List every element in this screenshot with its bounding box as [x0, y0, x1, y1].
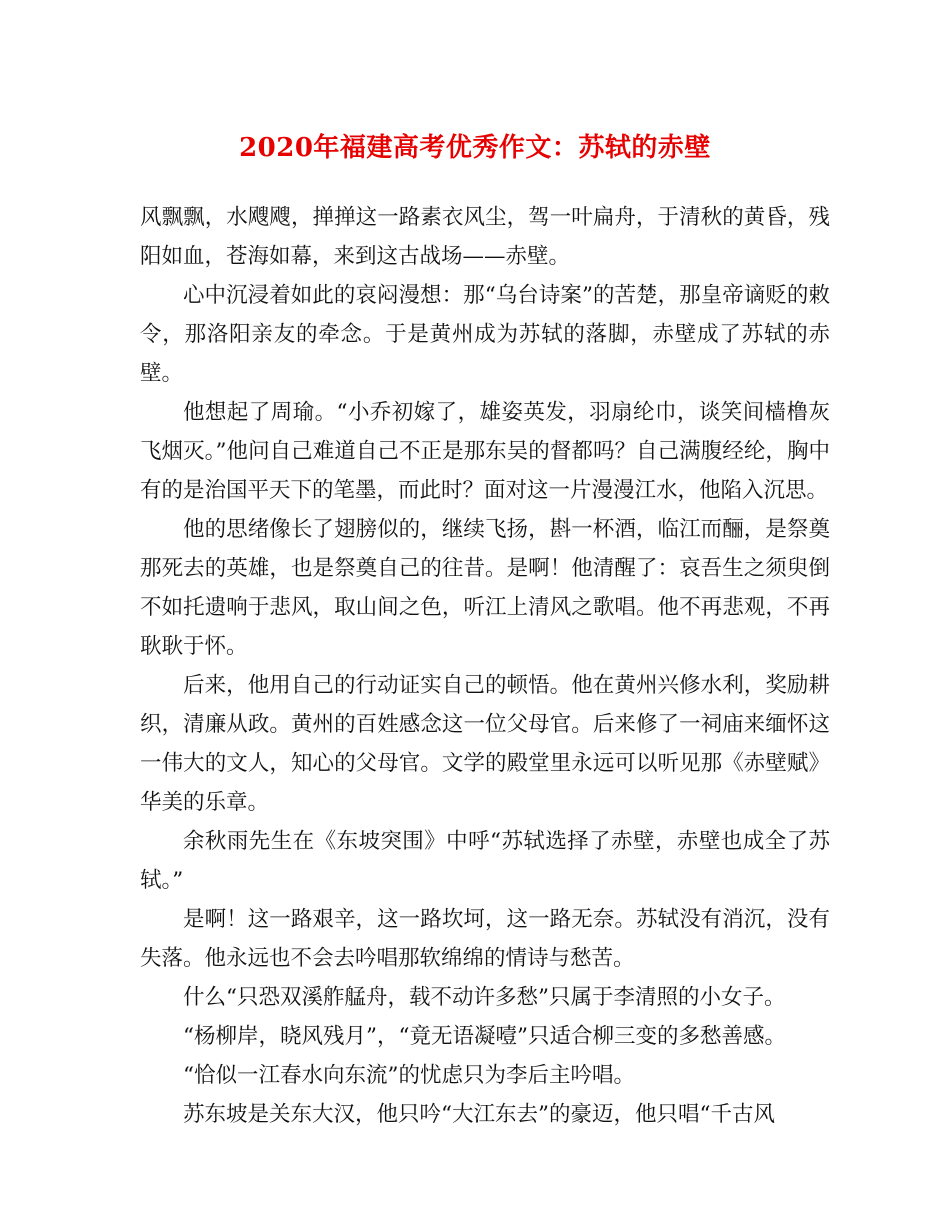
document-title: 2020年福建高考优秀作文：苏轼的赤壁 [239, 133, 711, 163]
paragraph-10: “恰似一江春水向东流”的忧虑只为李后主吟唱。 [183, 1063, 635, 1088]
paragraph-6: 余秋雨先生在《东坡突围》中呼“苏轼选择了赤壁，赤壁也成全了苏轼。” [140, 829, 830, 893]
paragraph-5: 后来，他用自己的行动证实自己的顿悟。他在黄州兴修水利，奖励耕织，清廉从政。黄州的百姓感念这一位父母官。后来修了一祠庙来缅怀这一伟大的文人，知心的父母官。文学的殿堂里永远可以听见那《赤壁赋》华美的乐章。 [140, 673, 830, 815]
paragraph-2: 心中沉浸着如此的哀闷漫想：那“乌台诗案”的苦楚，那皇帝谪贬的敕令，那洛阳亲友的牵念。于是黄州成为苏轼的落脚，赤壁成了苏轼的赤壁。 [140, 283, 830, 386]
paragraph-1: 风飘飘，水飕飕，掸掸这一路素衣风尘，驾一叶扁舟，于清秋的黄昏，残阳如血，苍海如幕，来到这古战场——赤壁。 [140, 205, 830, 269]
paragraph-9: “杨柳岸，晓风残月”，“竟无语凝噎”只适合柳三变的多愁善感。 [183, 1024, 786, 1049]
paragraph-3: 他想起了周瑜。“小乔初嫁了，雄姿英发，羽扇纶巾，谈笑间樯橹灰飞烟灭。”他问自己难道自己不正是那东吴的督都吗？自己满腹经纶，胸中有的是治国平天下的笔墨，而此时？面对这一片漫漫江水，他陷入沉思。 [140, 400, 830, 503]
paragraph-11: 苏东坡是关东大汉，他只吟“大江东去”的豪迈，他只唱“千古风 [183, 1102, 775, 1127]
paragraph-8: 什么“只恐双溪舴艋舟，载不动许多愁”只属于李清照的小女子。 [183, 985, 786, 1010]
paragraph-7: 是啊！这一路艰辛，这一路坎坷，这一路无奈。苏轼没有消沉，没有失落。他永远也不会去吟唱那软绵绵的情诗与愁苦。 [140, 907, 830, 971]
paragraph-4: 他的思绪像长了翅膀似的，继续飞扬，斟一杯酒，临江而酾，是祭奠那死去的英雄，也是祭奠自己的往昔。是啊！他清醒了：哀吾生之须臾倒不如托遗响于悲风，取山间之色，听江上清风之歌唱。他不再悲观，不再耿耿于怀。 [140, 517, 830, 659]
document-body [140, 198, 830, 1134]
